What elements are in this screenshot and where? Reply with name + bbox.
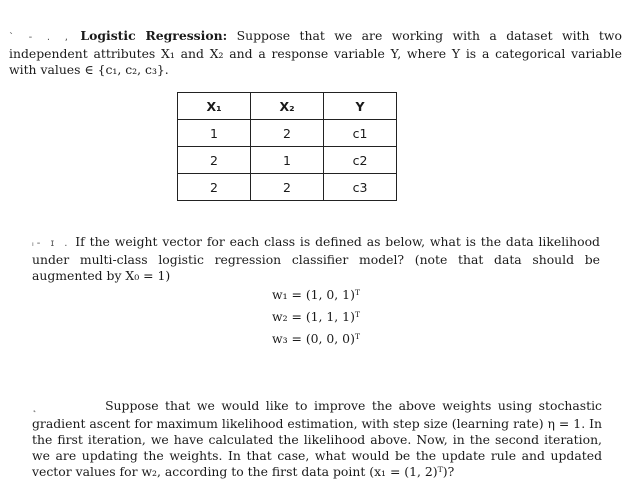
table-cell: 1 xyxy=(178,120,251,147)
weight-w3: w₃ = (0, 0, 0)ᵀ xyxy=(272,331,361,346)
header-x1: X₁ xyxy=(178,93,251,120)
table-cell: c3 xyxy=(324,174,397,201)
intro-line-2: attributes X₁ and X₂ and a response variable Y, where Y is a categorical variable with values ∈ xyxy=(9,46,622,77)
table-cell: 1 xyxy=(251,147,324,174)
table-cell: 2 xyxy=(178,174,251,201)
weight-vectors xyxy=(272,284,360,350)
dataset-table xyxy=(177,92,397,201)
weight-w1: w₁ = (1, 0, 1)ᵀ xyxy=(272,287,361,302)
table-cell: 2 xyxy=(251,120,324,147)
scan-marks: ᵢ- ɪ . xyxy=(32,238,71,249)
table-cell: c2 xyxy=(324,147,397,174)
table-cell: c1 xyxy=(324,120,397,147)
table-row xyxy=(178,120,397,147)
question-2-text: Suppose that we would like to improve the above weights using stochastic gradient ascent for maximum likelihood estimation, with step size (learning rate) η = 1. In the first iteration, we have calculated the likelihood above. Now, in the second iteration, we are updating the weights. In that case, what would be the update rule and updated vector values for w₂, according to the first data point (x₁ = (1, 2)ᵀ)? xyxy=(32,398,602,479)
table-header-row xyxy=(178,93,397,120)
table-cell: 2 xyxy=(178,147,251,174)
intro-paragraph xyxy=(9,28,622,78)
table-cell: 2 xyxy=(251,174,324,201)
intro-line-1: Suppose that we are working with a dataset with two independent xyxy=(9,28,622,61)
weight-w2: w₂ = (1, 1, 1)ᵀ xyxy=(272,309,361,324)
section-heading: Logistic Regression: xyxy=(80,28,228,43)
scan-marks: ` - . , xyxy=(9,32,71,43)
question-1-paragraph xyxy=(32,234,600,284)
table-row xyxy=(178,147,397,174)
header-y: Y xyxy=(324,93,397,120)
scan-marks: ˛ xyxy=(32,402,40,413)
table-row xyxy=(178,174,397,201)
question-1-text: If the weight vector for each class is defined as below, what is the data likelihood under multi-class logistic regression classifier model? (note that data should be augmented by X₀ = 1) xyxy=(32,234,600,283)
question-2-paragraph xyxy=(32,398,602,480)
header-x2: X₂ xyxy=(251,93,324,120)
intro-line-3: {c₁, c₂, c₃}. xyxy=(97,62,169,77)
